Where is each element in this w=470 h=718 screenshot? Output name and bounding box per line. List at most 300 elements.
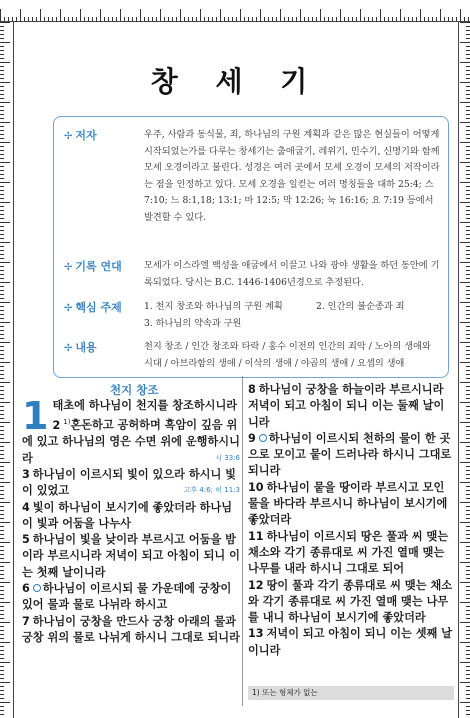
verse-text: 하나님이 이르시되 땅은 풀과 씨 맺는 채소와 각기 종류대로 씨 가진 열매 맺는 나무를 내라 하시니 그대로 되어 <box>248 529 449 576</box>
ruler-tick <box>466 278 470 279</box>
intro-content-text: 천지 창조 / 인간 창조와 타락 / 홍수 이전의 인간의 죄악 / 노아의 생애와 시대 / 아브라함의 생애 / 이삭의 생애 / 야곱의 생애 / 요셉의 생애 <box>144 341 431 369</box>
ruler-tick <box>466 494 470 495</box>
ruler-tick <box>466 106 470 107</box>
ruler-tick <box>466 234 470 235</box>
ruler-tick <box>0 402 10 403</box>
ruler-tick <box>140 9 141 21</box>
verse <box>248 480 454 529</box>
ruler-tick <box>0 706 4 707</box>
ruler-tick <box>424 17 425 21</box>
ruler-tick <box>232 17 233 21</box>
theme-item: 2. 인간의 불순종과 죄 <box>316 301 405 312</box>
ruler-tick <box>0 398 4 399</box>
ruler-top[interactable] <box>0 0 470 22</box>
ruler-tick <box>466 534 470 535</box>
ruler-tick <box>0 82 10 83</box>
ruler-tick <box>0 494 4 495</box>
verse-text: 하나님이 뭍을 땅이라 부르시고 모인 물을 바다라 부르시니 하나님이 보시기에 좋았더라 <box>248 480 448 527</box>
ruler-tick <box>468 17 469 21</box>
ruler-tick <box>466 518 470 519</box>
ruler-tick <box>228 17 229 21</box>
ruler-tick <box>466 134 470 135</box>
ruler-tick <box>28 17 29 21</box>
ruler-tick <box>466 150 470 151</box>
ruler-tick <box>466 138 470 139</box>
ruler-tick <box>0 210 4 211</box>
ruler-tick <box>0 142 10 143</box>
ruler-tick <box>466 578 470 579</box>
ruler-tick <box>0 422 10 423</box>
ruler-tick <box>466 706 470 707</box>
footnote: 1) 또는 형체가 없는 <box>248 686 454 700</box>
ruler-tick <box>466 38 470 39</box>
ruler-tick <box>0 9 1 21</box>
ruler-tick <box>0 482 10 483</box>
ruler-tick <box>44 17 45 21</box>
ruler-tick <box>466 130 470 131</box>
ruler-tick <box>0 346 4 347</box>
ruler-tick <box>466 398 470 399</box>
ruler-tick <box>466 710 470 711</box>
ruler-tick <box>0 102 10 103</box>
intro-author-text: 우주, 사람과 동식물, 죄, 하나님의 구원 계획과 같은 많은 현실들이 어떻게 시작되었는가를 다루는 창세기는 출애굽기, 레위기, 민수기, 신명기와 함께 모세 오경이라고 불린다. 성경은 여러 곳에서 모세 오경이 모세의 저작이라는 점을 인정하고 있다. 모세 오경을 일컫는 여러 명칭들을 대하 25:4; 스 7:10; 느 8:1,18; 13:1; 마 12:5; 막 12:26; 눅 16:16; 요 7:19 등에서 발견할 수 있다. <box>144 129 440 223</box>
ruler-tick <box>0 442 10 443</box>
bible-page <box>16 24 456 718</box>
ruler-tick <box>466 294 470 295</box>
ruler-tick <box>466 350 470 351</box>
ruler-tick <box>0 466 4 467</box>
ruler-tick <box>456 17 457 21</box>
ruler-tick <box>0 230 4 231</box>
ruler-tick <box>440 9 441 21</box>
ruler-tick <box>0 294 4 295</box>
ruler-tick <box>466 298 470 299</box>
ruler-tick <box>396 17 397 21</box>
verse-number: 2 <box>52 419 61 433</box>
ruler-tick <box>0 438 4 439</box>
ruler-tick <box>460 322 470 323</box>
ruler-tick <box>336 17 337 21</box>
ruler-tick <box>0 38 4 39</box>
ruler-tick <box>380 9 381 21</box>
ruler-tick <box>0 470 4 471</box>
ruler-tick <box>460 262 470 263</box>
ruler-tick <box>0 366 4 367</box>
ruler-tick <box>466 158 470 159</box>
ruler-left[interactable] <box>0 22 14 718</box>
ruler-tick <box>0 46 4 47</box>
ruler-tick <box>0 530 4 531</box>
ruler-tick <box>466 334 470 335</box>
ruler-tick <box>0 282 10 283</box>
ruler-tick <box>466 486 470 487</box>
ruler-tick <box>0 618 4 619</box>
section-heading: 천지 창조 <box>110 383 159 397</box>
ruler-tick <box>96 17 97 21</box>
ruler-tick <box>328 17 329 21</box>
ruler-tick <box>466 246 470 247</box>
ruler-tick <box>240 9 241 21</box>
ruler-tick <box>0 202 10 203</box>
ruler-tick <box>0 98 4 99</box>
ruler-tick <box>0 146 4 147</box>
ruler-tick <box>466 178 470 179</box>
ruler-tick <box>0 646 4 647</box>
cross-reference[interactable]: 시 33:6 <box>215 453 240 462</box>
footnote-marker[interactable]: 1) <box>63 418 71 427</box>
ruler-tick <box>0 414 4 415</box>
ruler-tick <box>0 462 10 463</box>
ruler-tick <box>466 218 470 219</box>
ruler-tick <box>188 17 189 21</box>
ruler-tick <box>0 490 4 491</box>
cross-reference[interactable]: 고후 4:6; 히 11:3 <box>183 486 240 495</box>
ruler-tick <box>0 254 4 255</box>
ruler-tick <box>264 17 265 21</box>
ruler-tick <box>0 506 4 507</box>
verse-number: 11 <box>248 529 264 543</box>
ruler-tick <box>0 258 4 259</box>
ruler-tick <box>352 17 353 21</box>
ruler-tick <box>0 58 4 59</box>
ruler-tick <box>0 514 4 515</box>
ruler-tick <box>236 17 237 21</box>
verse-number: 4 <box>22 500 30 514</box>
ruler-tick <box>0 386 4 387</box>
ruler-tick <box>0 50 4 51</box>
ruler-tick <box>0 406 4 407</box>
ruler-tick <box>80 9 81 21</box>
ruler-tick <box>466 478 470 479</box>
ruler-tick <box>0 702 10 703</box>
ruler-tick <box>12 17 13 21</box>
ruler-tick <box>460 102 470 103</box>
ruler-tick <box>0 694 4 695</box>
ruler-tick <box>460 122 470 123</box>
verse <box>248 529 454 578</box>
ruler-tick <box>0 234 4 235</box>
ruler-tick <box>280 9 281 21</box>
ruler-tick <box>0 326 4 327</box>
verse <box>22 532 240 581</box>
ruler-tick <box>388 17 389 21</box>
ruler-tick <box>466 650 470 651</box>
ruler-tick <box>0 118 4 119</box>
ruler-tick <box>0 450 4 451</box>
chapter-number: 1 <box>22 394 49 438</box>
ruler-tick <box>466 374 470 375</box>
ruler-tick <box>196 17 197 21</box>
ruler-tick <box>466 674 470 675</box>
theme-item: 3. 하나님의 약속과 구원 <box>144 317 242 329</box>
ruler-tick <box>0 182 10 183</box>
ruler-tick <box>56 17 57 21</box>
ruler-tick <box>466 654 470 655</box>
ruler-tick <box>32 17 33 21</box>
ruler-tick <box>466 54 470 55</box>
verse-list-right <box>248 382 454 659</box>
ruler-tick <box>466 670 470 671</box>
ruler-tick <box>466 194 470 195</box>
ruler-tick <box>466 314 470 315</box>
intro-content-label: 내용 <box>75 341 97 354</box>
ruler-tick <box>324 17 325 21</box>
ruler-tick <box>466 454 470 455</box>
ruler-tick <box>466 690 470 691</box>
ruler-tick <box>466 450 470 451</box>
ruler-tick <box>0 238 4 239</box>
ruler-tick <box>412 17 413 21</box>
ruler-tick <box>466 598 470 599</box>
ruler-tick <box>0 658 4 659</box>
ruler-tick <box>460 682 470 683</box>
ruler-tick <box>466 258 470 259</box>
ruler-tick <box>356 17 357 21</box>
ruler-tick <box>72 17 73 21</box>
ruler-tick <box>36 17 37 21</box>
ruler-tick <box>404 17 405 21</box>
ruler-tick <box>460 482 470 483</box>
ruler-tick <box>466 238 470 239</box>
ruler-tick <box>52 17 53 21</box>
ruler-tick <box>460 662 470 663</box>
ruler-tick <box>460 542 470 543</box>
ruler-tick <box>0 454 4 455</box>
verse-text: 저녁이 되고 아침이 되니 이는 셋째 날이니라 <box>248 627 453 657</box>
ruler-tick <box>466 538 470 539</box>
ruler-tick <box>466 370 470 371</box>
verse <box>46 398 240 414</box>
ruler-tick <box>0 522 10 523</box>
intro-date-text: 모세가 이스라엘 백성을 애굽에서 이끌고 나와 광야 생활을 하던 동안에 기록되었다. 당시는 B.C. 1446-1406년경으로 추정된다. <box>144 260 440 288</box>
ruler-tick <box>0 642 10 643</box>
ruler-tick <box>466 166 470 167</box>
ruler-tick <box>308 17 309 21</box>
ruler-tick <box>0 638 4 639</box>
ruler-tick <box>156 17 157 21</box>
ruler-tick <box>466 606 470 607</box>
ruler-tick <box>0 626 4 627</box>
ruler-tick <box>448 17 449 21</box>
ruler-tick <box>0 138 4 139</box>
ruler-tick <box>466 274 470 275</box>
ruler-tick <box>0 330 4 331</box>
ruler-tick <box>0 370 4 371</box>
ruler-tick <box>466 90 470 91</box>
ruler-tick <box>466 34 470 35</box>
ruler-tick <box>466 438 470 439</box>
ruler-tick <box>460 422 470 423</box>
ruler-tick <box>0 122 10 123</box>
ruler-tick <box>0 498 4 499</box>
ruler-tick <box>460 702 470 703</box>
ruler-tick <box>220 9 221 21</box>
ruler-tick <box>466 326 470 327</box>
ruler-tick <box>40 9 41 21</box>
ruler-tick <box>466 686 470 687</box>
verse-number: 7 <box>22 614 30 628</box>
ruler-tick <box>466 226 470 227</box>
ruler-tick <box>0 274 4 275</box>
ruler-tick <box>0 654 4 655</box>
star-icon: ✢ <box>64 262 73 273</box>
ruler-tick <box>192 17 193 21</box>
ruler-tick <box>460 242 470 243</box>
ruler-tick <box>460 202 470 203</box>
ruler-tick <box>466 46 470 47</box>
ruler-tick <box>0 162 10 163</box>
ruler-tick <box>466 366 470 367</box>
ruler-tick <box>0 582 10 583</box>
ruler-tick <box>204 17 205 21</box>
verse <box>248 431 454 480</box>
ruler-tick <box>164 17 165 21</box>
ruler-tick <box>0 158 4 159</box>
ruler-tick <box>360 9 361 21</box>
ruler-tick <box>466 490 470 491</box>
ruler-tick <box>84 17 85 21</box>
ruler-tick <box>466 410 470 411</box>
verse-number: 5 <box>22 533 30 547</box>
ruler-tick <box>252 17 253 21</box>
ruler-tick <box>460 502 470 503</box>
ruler-tick <box>466 498 470 499</box>
ruler-tick <box>466 338 470 339</box>
ruler-tick <box>0 174 4 175</box>
verse <box>22 467 240 500</box>
ruler-tick <box>466 614 470 615</box>
ruler-tick <box>0 686 4 687</box>
ruler-tick <box>466 74 470 75</box>
ruler-tick <box>0 606 4 607</box>
ruler-tick <box>464 17 465 21</box>
ruler-tick <box>4 17 5 21</box>
intro-author-label: 저자 <box>75 129 97 142</box>
ruler-right[interactable] <box>458 22 470 718</box>
ruler-tick <box>466 658 470 659</box>
ruler-tick <box>344 17 345 21</box>
ruler-tick <box>0 246 4 247</box>
ruler-tick <box>0 534 4 535</box>
ruler-tick <box>0 278 4 279</box>
ruler-tick <box>466 290 470 291</box>
ruler-tick <box>64 17 65 21</box>
ruler-tick <box>0 218 4 219</box>
ruler-tick <box>0 486 4 487</box>
ruler-tick <box>466 638 470 639</box>
ruler-tick <box>0 90 4 91</box>
ruler-tick <box>466 110 470 111</box>
ruler-tick <box>120 9 121 21</box>
ruler-tick <box>466 154 470 155</box>
ruler-tick <box>0 130 4 131</box>
ruler-tick <box>0 314 4 315</box>
ruler-tick <box>292 17 293 21</box>
ruler-tick <box>416 17 417 21</box>
ruler-tick <box>466 470 470 471</box>
ruler-tick <box>276 17 277 21</box>
ruler-tick <box>460 162 470 163</box>
ruler-tick <box>0 62 10 63</box>
ruler-tick <box>466 330 470 331</box>
ruler-tick <box>0 610 4 611</box>
verse <box>22 614 240 647</box>
ruler-tick <box>0 166 4 167</box>
text-column-right <box>248 382 454 659</box>
ruler-tick <box>466 546 470 547</box>
ruler-tick <box>466 466 470 467</box>
ruler-tick <box>368 17 369 21</box>
text-column-left <box>22 382 240 646</box>
ruler-tick <box>0 594 4 595</box>
ruler-tick <box>288 17 289 21</box>
ruler-tick <box>0 106 4 107</box>
ruler-tick <box>0 266 4 267</box>
ruler-tick <box>0 134 4 135</box>
ruler-tick <box>466 170 470 171</box>
ruler-tick <box>466 78 470 79</box>
ruler-tick <box>466 70 470 71</box>
ruler-tick <box>0 54 4 55</box>
ruler-tick <box>124 17 125 21</box>
ruler-tick <box>0 110 4 111</box>
verse-number: 8 <box>248 383 256 396</box>
ruler-tick <box>460 382 470 383</box>
ruler-tick <box>0 714 4 715</box>
ruler-tick <box>0 290 4 291</box>
verse-number: 10 <box>248 480 264 494</box>
ruler-tick <box>466 386 470 387</box>
ruler-tick <box>0 378 4 379</box>
ruler-tick <box>466 570 470 571</box>
ruler-tick <box>460 442 470 443</box>
ruler-tick <box>466 190 470 191</box>
ruler-tick <box>0 318 4 319</box>
ruler-tick <box>0 430 4 431</box>
ruler-tick <box>420 9 421 21</box>
ruler-tick <box>408 17 409 21</box>
ruler-tick <box>466 50 470 51</box>
ruler-tick <box>0 614 4 615</box>
ruler-tick <box>0 418 4 419</box>
ruler-tick <box>0 566 4 567</box>
ruler-tick <box>104 17 105 21</box>
ruler-tick <box>0 22 10 23</box>
ruler-tick <box>0 558 4 559</box>
ruler-tick <box>0 74 4 75</box>
ruler-tick <box>460 302 470 303</box>
ruler-tick <box>466 574 470 575</box>
ruler-tick <box>0 682 10 683</box>
ruler-tick <box>244 17 245 21</box>
ruler-tick <box>466 198 470 199</box>
ruler-tick <box>0 374 4 375</box>
ruler-tick <box>466 174 470 175</box>
ruler-tick <box>0 186 4 187</box>
ruler-tick <box>466 210 470 211</box>
ruler-tick <box>0 630 4 631</box>
ruler-tick <box>0 622 10 623</box>
ruler-tick <box>466 426 470 427</box>
ruler-tick <box>0 394 4 395</box>
ruler-tick <box>0 690 4 691</box>
ruler-tick <box>0 34 4 35</box>
verse-text: 하나님이 이르시되 물 가운데에 궁창이 있어 물과 물로 나뉘라 하시고 <box>22 582 232 612</box>
ruler-tick <box>0 678 4 679</box>
verse-text: 하나님이 이르시되 빛이 있으라 하시니 빛이 있었고 <box>22 467 236 498</box>
ruler-tick <box>0 474 4 475</box>
ruler-tick <box>268 17 269 21</box>
